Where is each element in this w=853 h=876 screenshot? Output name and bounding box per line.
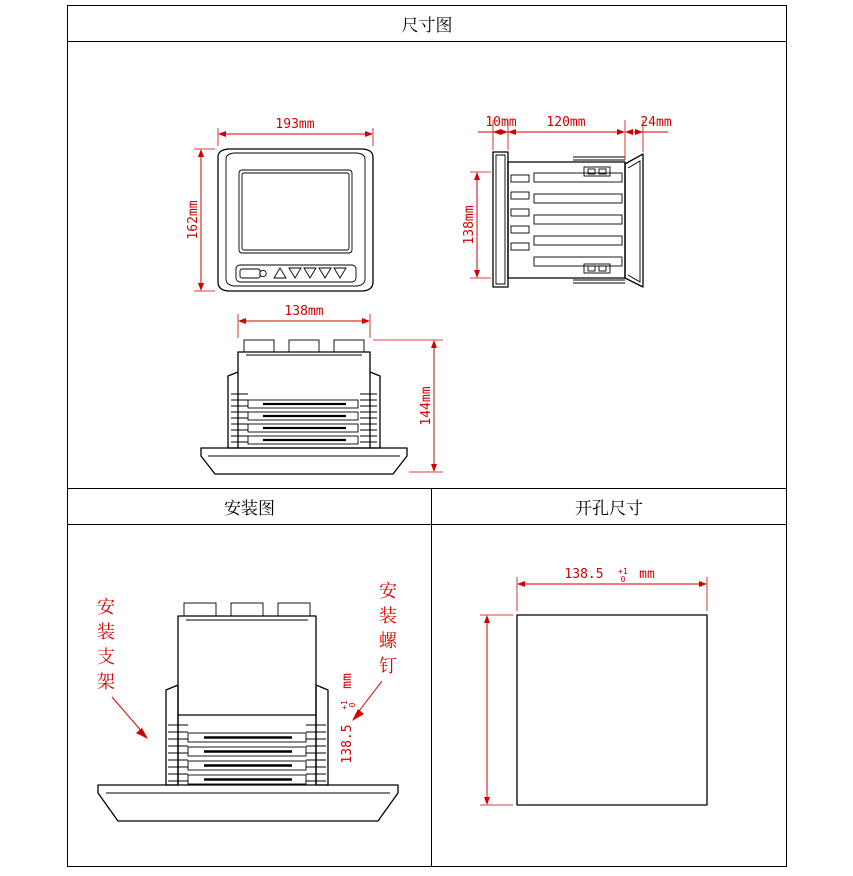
cutout-section-header	[432, 489, 786, 524]
second-header-row	[68, 489, 786, 525]
cutout-width-unit: mm	[639, 567, 655, 582]
front-view-drawing	[186, 117, 373, 291]
cutout-height-tol-minus: 0	[348, 702, 357, 708]
screw-label-char-2: 装	[379, 606, 397, 626]
bracket-label-char-1: 安	[97, 597, 115, 617]
side-rear-depth-text: 24mm	[640, 115, 672, 130]
install-drawing-svg	[68, 525, 431, 865]
side-height-text: 138mm	[462, 205, 477, 245]
bracket-label-char-3: 支	[97, 647, 115, 667]
install-section-header	[68, 489, 432, 524]
dimension-drawings-panel	[68, 42, 786, 489]
top-depth-text: 144mm	[419, 386, 434, 426]
cutout-height-value: 138.5	[340, 724, 355, 764]
cutout-height-tol-plus: +1	[340, 700, 349, 710]
bracket-label-char-4: 架	[97, 672, 115, 692]
install-section-title: 安装图	[224, 499, 275, 518]
screw-label-char-4: 钉	[379, 656, 397, 676]
diagram-table	[67, 5, 787, 867]
cutout-drawing-panel	[340, 525, 786, 866]
front-height-text: 162mm	[186, 200, 201, 240]
dimension-drawings-svg	[68, 42, 786, 488]
side-body-depth-text: 120mm	[546, 115, 586, 130]
screw-label-char-1: 安	[379, 581, 397, 601]
top-view-drawing	[201, 304, 443, 474]
cutout-section-title: 开孔尺寸	[575, 499, 643, 518]
side-view-drawing	[462, 115, 672, 287]
bracket-label-char-2: 装	[97, 622, 115, 642]
dimension-section-title: 尺寸图	[401, 16, 453, 35]
top-width-text: 138mm	[284, 304, 324, 319]
cutout-width-tol-plus: +1	[618, 567, 628, 576]
front-width-text: 193mm	[275, 117, 315, 132]
cutout-width-value: 138.5	[564, 567, 604, 582]
cutout-height-unit: mm	[340, 673, 355, 689]
side-front-depth-text: 10mm	[485, 115, 517, 130]
cutout-drawing-svg	[340, 525, 785, 865]
dimension-section-header	[68, 6, 786, 42]
cutout-width-tol-minus: 0	[620, 575, 626, 584]
install-drawing-panel	[68, 525, 432, 866]
screw-label-char-3: 螺	[379, 631, 397, 651]
